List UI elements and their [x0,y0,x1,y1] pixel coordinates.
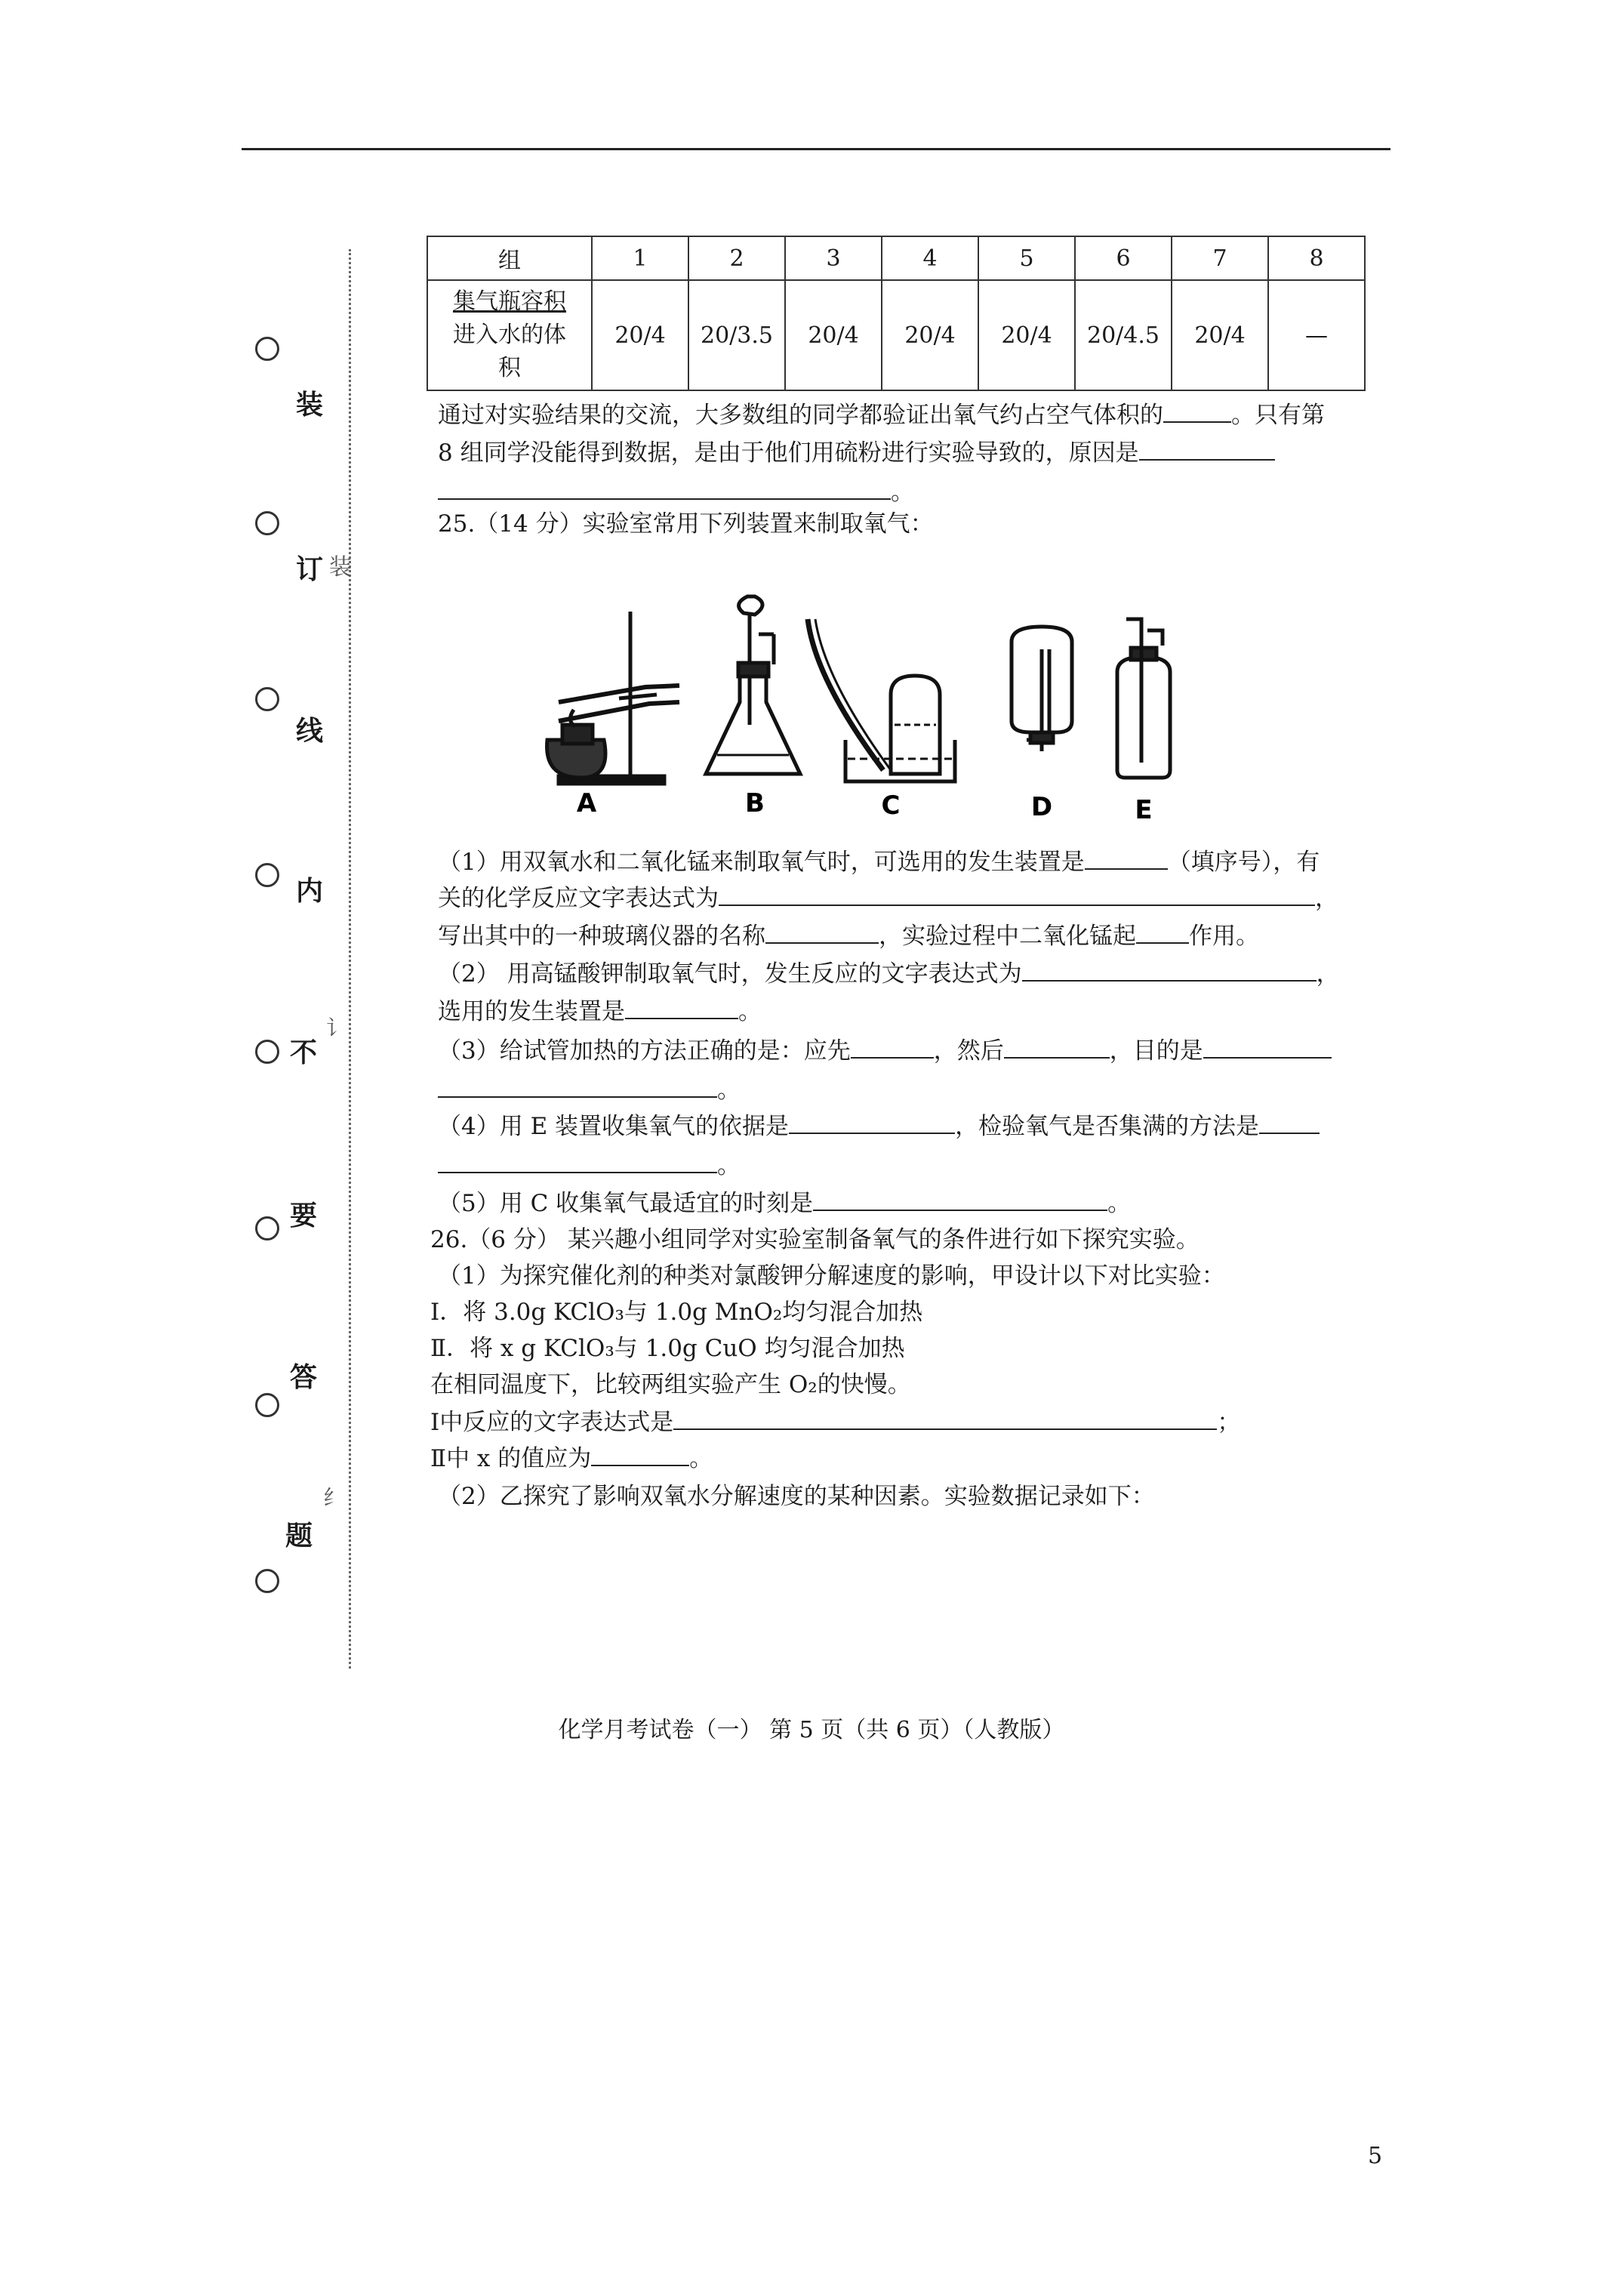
text: 关的化学反应文字表达式为 [438,885,719,912]
answer-blank[interactable] [591,1464,689,1466]
table-header-cell: 组 [427,236,592,280]
table-header-cell [427,280,592,390]
q25-p1-line-1 [438,843,1320,877]
binding-hole-circle [255,863,279,887]
apparatus-label-e: E [1135,795,1153,825]
answer-blank[interactable] [813,1209,1107,1211]
text: 。 [738,998,762,1025]
apparatus-d-inverted-bottle [1012,627,1072,751]
table-cell: 6 [1075,236,1172,280]
apparatus-label-a: A [576,788,597,818]
answer-blank[interactable] [1139,458,1275,461]
q25-p2-line-2 [438,992,762,1026]
apparatus-label-d: D [1030,792,1053,822]
text: ， [1316,960,1340,988]
margin-faint-char: 装 [329,554,352,581]
binding-hole-circle [255,1040,279,1064]
margin-faint-char: 纟 [323,1485,345,1510]
table-row [427,280,1365,390]
text: 作用。 [1189,923,1259,950]
table-cell: 1 [592,236,688,280]
answer-blank[interactable] [625,1017,738,1019]
answer-blank[interactable] [1259,1132,1320,1134]
table-cell: 3 [785,236,882,280]
margin-char: 题 [285,1520,313,1552]
page-number: 5 [1368,2143,1383,2169]
answer-blank[interactable] [438,1096,717,1098]
q25-p4-line-2 [438,1146,741,1180]
text: 选用的发生装置是 [438,998,625,1025]
text: 写出其中的一种玻璃仪器的名称 [438,923,765,950]
apparatus-figure [528,589,1208,831]
q25-p2-line-1 [438,954,1340,988]
text: ， [1315,885,1338,912]
binding-dotted-line [349,249,351,1669]
answer-blank[interactable] [1136,942,1189,944]
apparatus-label-c: C [881,791,901,821]
text: （2） 用高锰酸钾制取氧气时，发生反应的文字表达式为 [438,960,1022,988]
text: ，实验过程中二氧化锰起 [879,923,1136,950]
apparatus-c-water-trough [808,619,955,781]
margin-char: 线 [296,715,324,747]
page-footer: 化学月考试卷（一） 第 5 页（共 6 页）（人教版） [558,1717,1065,1743]
text: ，检验氧气是否集满的方法是 [955,1113,1260,1140]
experiment-result-table [427,236,1366,391]
margin-char: 要 [290,1200,318,1231]
answer-blank[interactable] [851,1056,934,1059]
table-cell: — [1268,280,1365,390]
q24-line-2 [438,433,1275,467]
table-cell: 2 [688,236,785,280]
text: （4）用 E 装置收集氧气的依据是 [438,1113,790,1140]
apparatus-label-b: B [745,788,765,818]
answer-blank[interactable] [765,942,879,944]
text: 。只有第 [1231,402,1325,429]
q26-p2: （2）乙探究了影响双氧水分解速度的某种因素。实验数据记录如下： [438,1483,1155,1510]
q26-p1: （1）为探究催化剂的种类对氯酸钾分解速度的影响，甲设计以下对比实验： [438,1262,1225,1290]
table-cell: 7 [1172,236,1268,280]
q25-p5-line [438,1184,1131,1218]
binding-hole-circle [255,511,279,535]
q26-exp-2: Ⅱ．将 x g KClO₃与 1.0g CuO 均匀混合加热 [430,1335,905,1362]
margin-char: 装 [296,389,324,421]
binding-hole-circle [255,337,279,361]
table-cell: 20/4.5 [1075,280,1172,390]
answer-blank[interactable] [1163,421,1231,423]
table-cell: 5 [978,236,1075,280]
table-cell: 8 [1268,236,1365,280]
text: 。 [689,1445,713,1472]
text: （1）用双氧水和二氧化锰来制取氧气时，可选用的发生装置是 [438,849,1085,876]
q25-p3-line-2 [438,1071,741,1105]
text: 。 [717,1152,741,1179]
q25-p4-line-1 [438,1107,1320,1141]
row-header-line: 集气瓶容积 [453,288,566,315]
q25-p3-line-1 [438,1031,1332,1065]
margin-char: 订 [296,553,324,585]
margin-char: 答 [290,1361,318,1393]
table-cell: 4 [882,236,978,280]
text: 。 [717,1077,741,1104]
q26-q-i [430,1403,1240,1437]
margin-faint-char: 讠 [326,1015,348,1040]
binding-hole-circle [255,1569,279,1593]
table-cell: 20/4 [978,280,1075,390]
answer-blank[interactable] [438,1171,717,1173]
answer-blank[interactable] [1203,1056,1332,1059]
text: 通过对实验结果的交流，大多数组的同学都验证出氧气约占空气体积的 [438,402,1163,429]
text: 。 [891,479,914,506]
table-cell: 20/4 [882,280,978,390]
apparatus-a-test-tube-heating [547,612,679,784]
text: （3）给试管加热的方法正确的是：应先 [438,1037,851,1065]
q26-q-ii [430,1439,713,1473]
binding-hole-circle [255,1216,279,1240]
answer-blank[interactable] [719,904,1315,906]
table-cell: 20/3.5 [688,280,785,390]
q26-title: 26.（6 分） 某兴趣小组同学对实验室制备氧气的条件进行如下探究实验。 [430,1226,1200,1253]
text: ； [1217,1409,1241,1436]
binding-hole-circle [255,687,279,711]
header-rule [242,148,1390,150]
q25-p1-line-2 [438,879,1338,913]
table-cell: 20/4 [1172,280,1268,390]
q26-compare: 在相同温度下，比较两组实验产生 O₂的快慢。 [430,1371,911,1398]
text: （填序号），有 [1167,849,1320,876]
q26-exp-1: Ⅰ．将 3.0g KClO₃与 1.0g MnO₂均匀混合加热 [430,1299,923,1326]
text: Ⅰ中反应的文字表达式是 [430,1409,674,1436]
apparatus-b-flask-with-funnel [706,596,800,774]
text: ，然后 [933,1037,1004,1065]
margin-char: 内 [296,875,324,907]
binding-hole-circle [255,1393,279,1417]
answer-blank[interactable] [673,1428,1217,1430]
table-cell: 20/4 [592,280,688,390]
answer-blank[interactable] [1004,1056,1110,1059]
row-header-line: 进入水的体 [453,322,566,348]
answer-blank[interactable] [1022,979,1317,982]
q24-line-1 [438,396,1325,430]
text: （5）用 C 收集氧气最适宜的时刻是 [438,1190,814,1217]
table-row [427,236,1365,280]
q25-p1-line-3 [438,917,1259,951]
text: 8 组同学没能得到数据，是由于他们用硫粉进行实验导致的，原因是 [438,439,1139,467]
text: ，目的是 [1109,1037,1203,1065]
margin-char: 不 [290,1037,318,1068]
q25-title: 25.（14 分）实验室常用下列装置来制取氧气： [438,510,934,538]
answer-blank[interactable] [789,1132,955,1134]
apparatus-e-upright-bottle [1117,619,1170,778]
q24-line-3 [438,473,914,507]
text: 。 [1107,1190,1132,1217]
answer-blank[interactable] [438,498,891,500]
row-header-line: 积 [498,355,521,381]
answer-blank[interactable] [1085,868,1168,870]
text: Ⅱ中 x 的值应为 [430,1445,592,1472]
table-cell: 20/4 [785,280,882,390]
